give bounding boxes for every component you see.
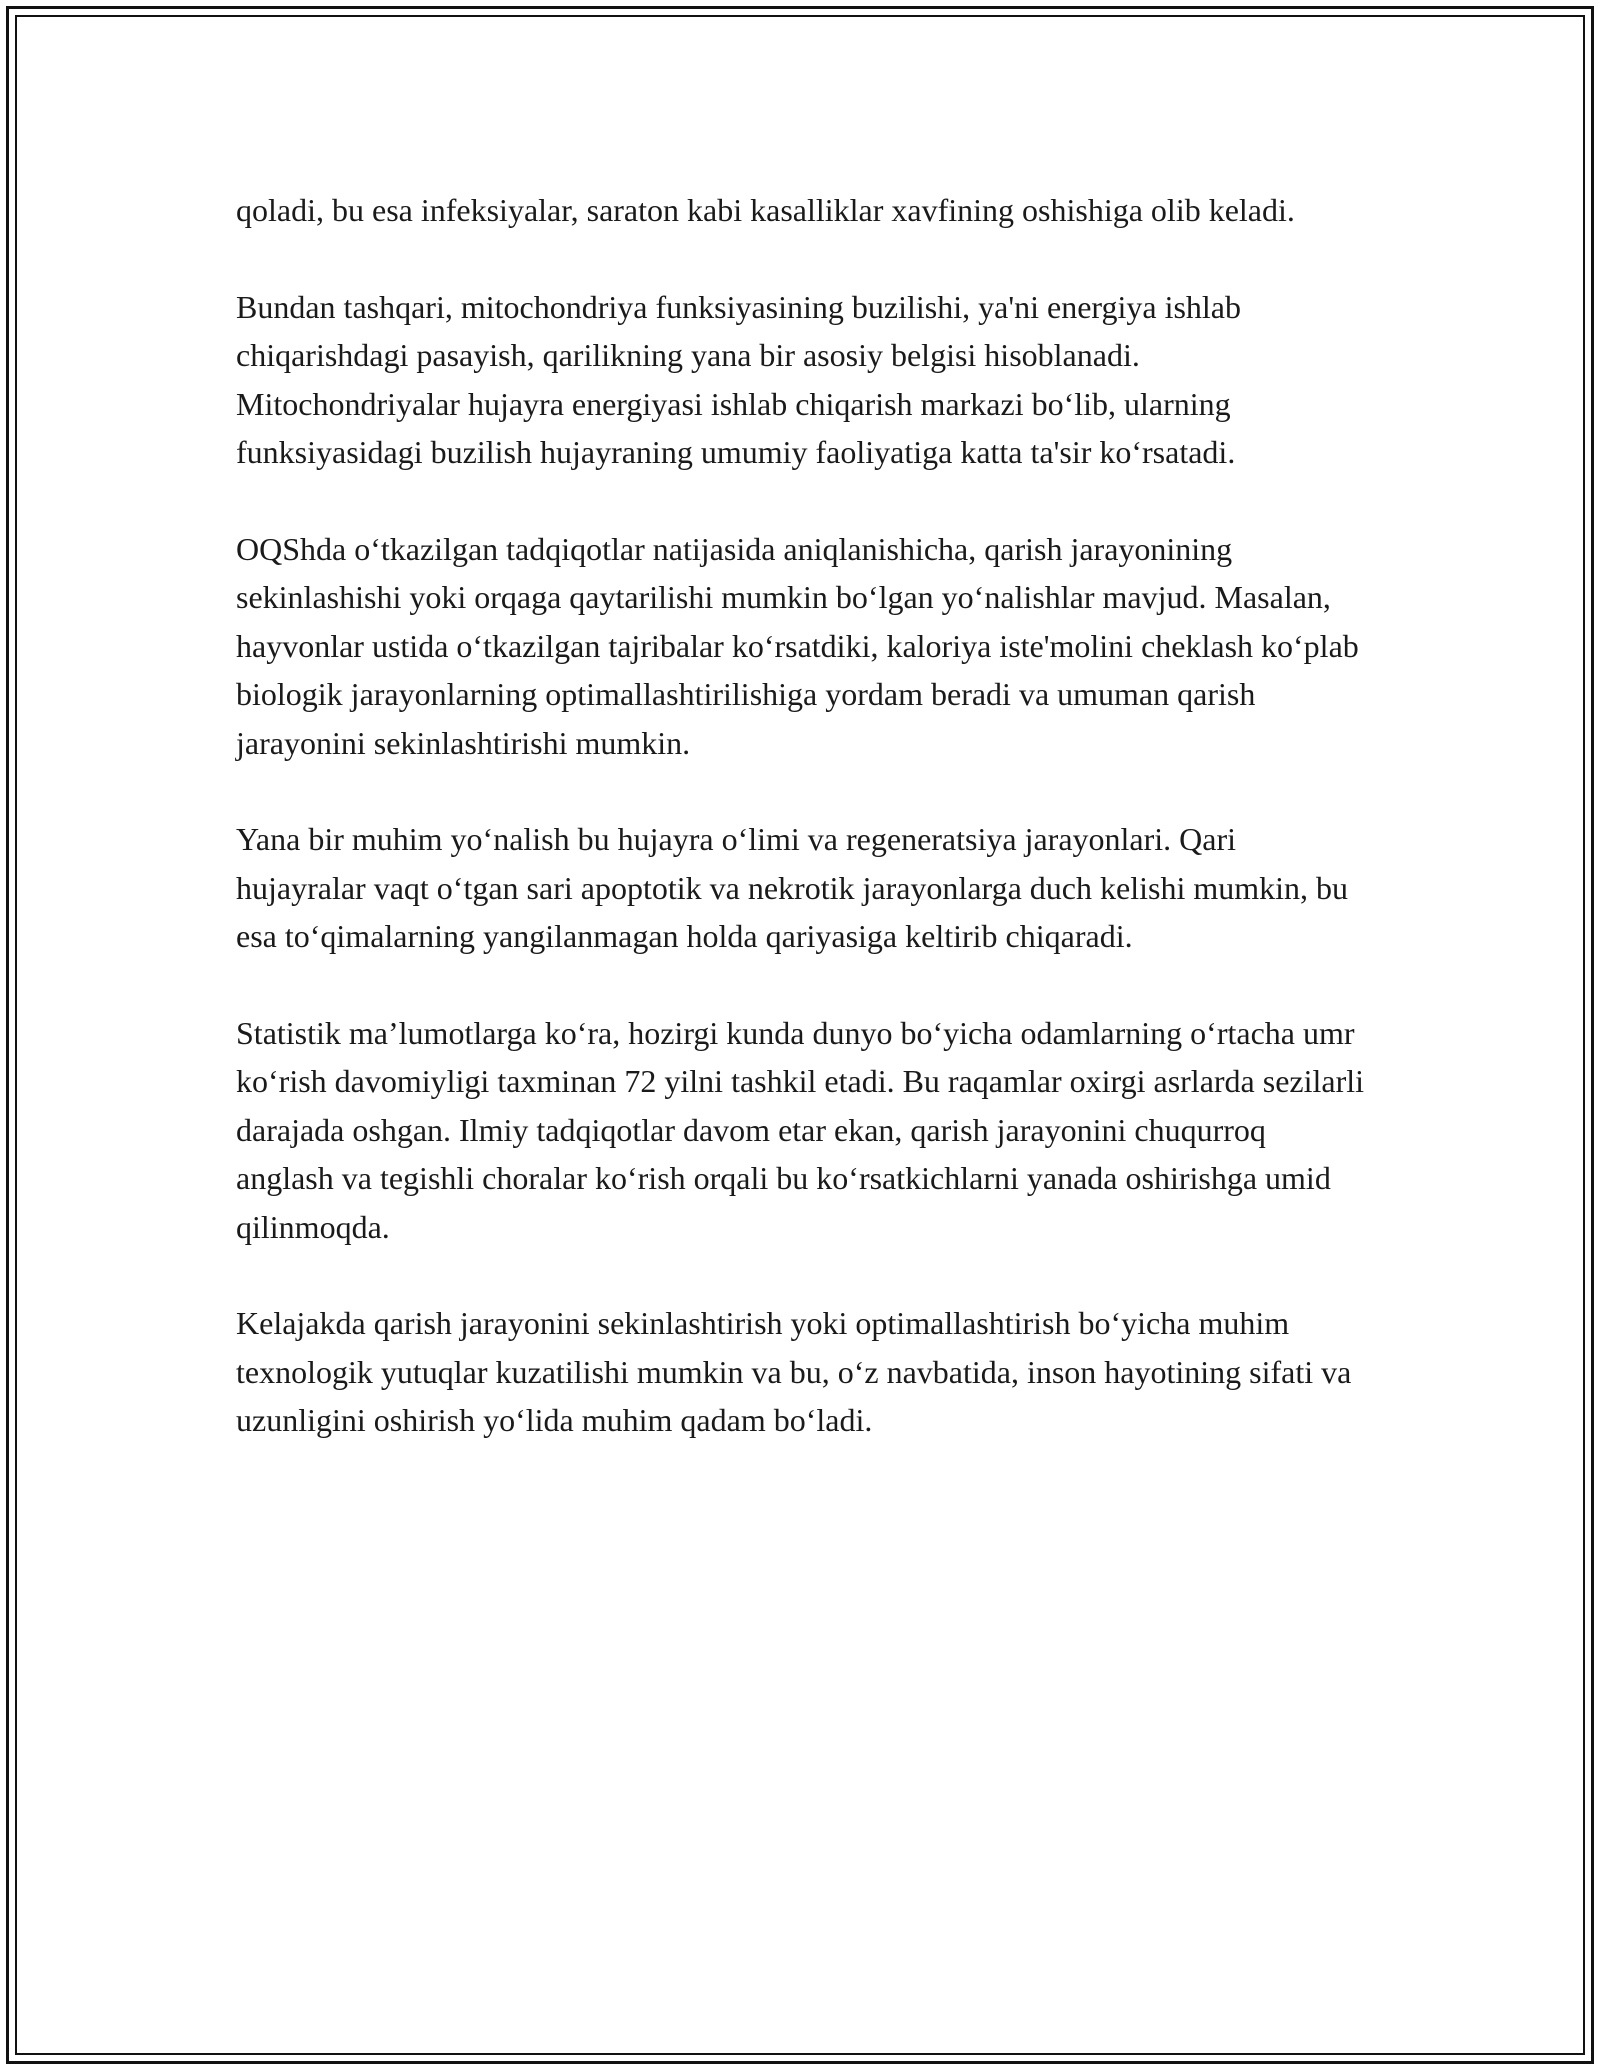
document-body — [236, 186, 1366, 1493]
paragraph-6: Kelajakda qarish jarayonini sekinlashtirish yoki optimallashtirish bo‘yicha muhim texnologik yutuqlar kuzatilishi mumkin va bu, o‘z navbatida, inson hayotining sifati va uzunligini oshirish yo‘lida muhim qadam bo‘ladi. — [236, 1305, 1352, 1438]
paragraph-5: Statistik ma’lumotlarga ko‘ra, hozirgi kunda dunyo bo‘yicha odamlarning o‘rtacha umr ko‘rish davomiyligi taxminan 72 yilni tashkil etadi. Bu raqamlar oxirgi asrlarda sezilarli darajada oshgan. Ilmiy tadqiqotlar davom etar ekan, qarish jarayonini chuqurroq anglash va tegishli choralar ko‘rish orqali bu ko‘rsatkichlarni yanada oshirishga umid qilinmoqda. — [236, 1014, 1365, 1245]
paragraph-4: Yana bir muhim yo‘nalish bu hujayra o‘limi va regeneratsiya jarayonlari. Qari hujayralar vaqt o‘tgan sari apoptotik va nekrotik jarayonlarga duch kelishi mumkin, bu esa to‘qimalarning yangilanmagan holda qariyasiga keltirib chiqaradi. — [236, 821, 1348, 954]
paragraph-1: qoladi, bu esa infeksiyalar, saraton kabi kasalliklar xavfining oshishiga olib keladi. — [236, 192, 1295, 228]
paragraph-2: Bundan tashqari, mitochondriya funksiyasining buzilishi, ya'ni energiya ishlab chiqarishdagi pasayish, qarilikning yana bir asosiy belgisi hisoblanadi. Mitochondriyalar hujayra energiyasi ishlab chiqarish markazi bo‘lib, ularning funksiyasidagi buzilish hujayraning umumiy faoliyatiga katta ta'sir ko‘rsatadi. — [236, 288, 1241, 470]
paragraph-3: OQShda o‘tkazilgan tadqiqotlar natijasida aniqlanishicha, qarish jarayonining sekinlashishi yoki orqaga qaytarilishi mumkin bo‘lgan yo‘nalishlar mavjud. Masalan, hayvonlar ustida o‘tkazilgan tajribalar ko‘rsatdiki, kaloriya iste'molini cheklash ko‘plab biologik jarayonlarning optimallashtirilishiga yordam beradi va umuman qarish jarayonini sekinlashtirishi mumkin. — [236, 530, 1359, 761]
